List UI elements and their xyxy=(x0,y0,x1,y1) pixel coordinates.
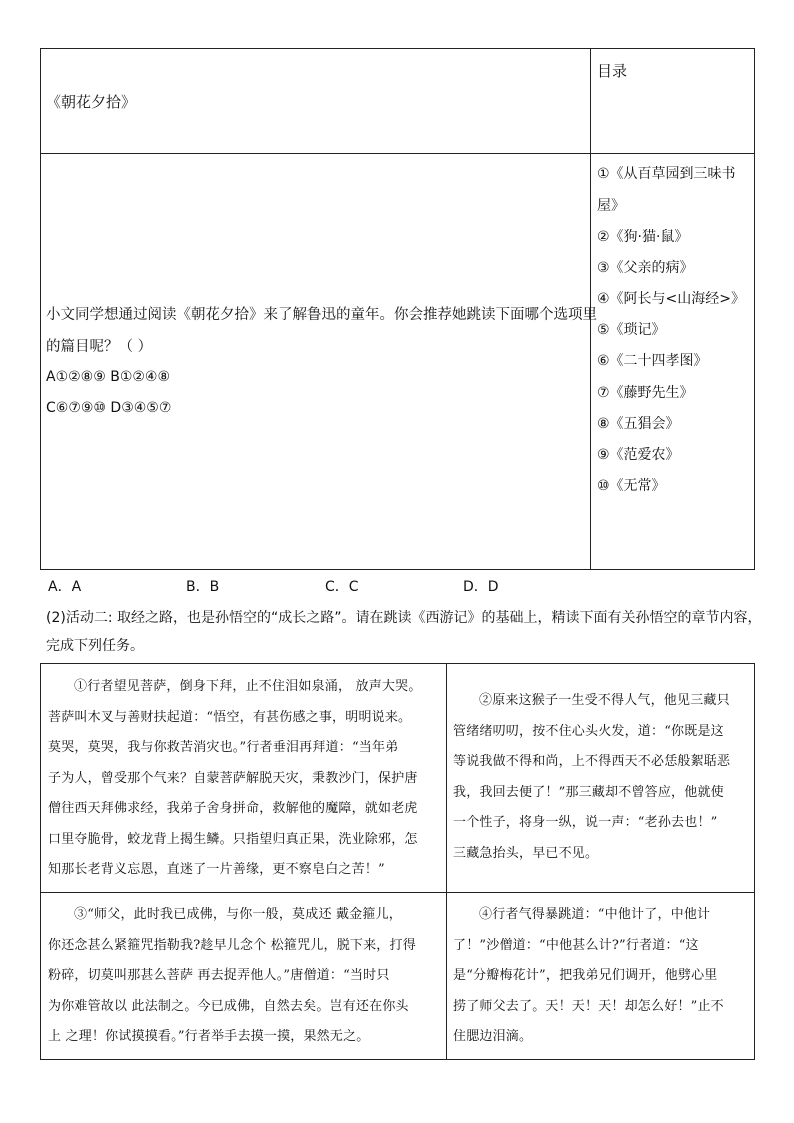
choice-c[interactable]: C．C xyxy=(325,579,359,595)
passage-3 xyxy=(48,900,442,1053)
question-line-1: 小文同学想通过阅读《朝花夕拾》来了解鲁迅的童年。你会推荐她跳读下面哪个选项里 xyxy=(46,307,597,323)
passage-line: 管绪绪叨叨，按不住心头火发，道：“你既是这 xyxy=(453,723,724,739)
options-line-1: A①②⑧⑨ B①②④⑧ xyxy=(46,369,171,385)
book-title: 《朝花夕拾》 xyxy=(46,93,137,111)
toc-item: ⑩《无常》 xyxy=(597,478,666,494)
options-line-2: C⑥⑦⑨⑩ D③④⑤⑦ xyxy=(46,400,172,416)
toc-item: 屋》 xyxy=(597,198,625,214)
passage-line: 为你难管故以 此法制之。今已成佛，自然去矣。岂有还在你头 xyxy=(48,998,409,1014)
toc-item: ④《阿长与<山海经>》 xyxy=(597,291,746,307)
passage-line: 我，我回去便了！”那三藏却不曾答应，他就使 xyxy=(453,784,724,800)
choice-a[interactable]: A．A xyxy=(48,579,82,595)
toc-item: ⑦《藤野先生》 xyxy=(597,385,694,401)
passage-2 xyxy=(453,686,751,869)
activity-line-2: 完成下列任务。 xyxy=(46,638,144,654)
passage-line: 等说我做不得和尚，上不得西天不必恁般絮聒恶 xyxy=(453,754,731,769)
passage-line: 菩萨叫木叉与善财扶起道：“悟空，有甚伤感之事，明明说来。 xyxy=(48,709,412,725)
passage-4 xyxy=(453,900,751,1053)
toc-item: ⑨《范爱农》 xyxy=(597,447,680,463)
passage-line: 捞了师父去了。天！天！天！却怎么好！”止不 xyxy=(453,998,724,1014)
choice-b[interactable]: B．B xyxy=(186,579,220,595)
passage-line: 莫哭，莫哭，我与你救苦消灾也。”行者垂泪再拜道：“当年弟 xyxy=(48,740,399,755)
passage-line: 子为人，曾受那个气来？自蒙菩萨解脱天灾，秉教沙门，保护唐 xyxy=(48,770,418,786)
passage-line: 僧往西天拜佛求经，我弟子舍身拼命，救解他的魔障，就如老虎 xyxy=(48,801,418,816)
passage-1 xyxy=(48,672,442,886)
passage-line: ③“师父，此时我已成佛，与你一般，莫成还 戴金箍儿， xyxy=(74,907,402,922)
toc-header: 目录 xyxy=(597,62,628,80)
passage-line: 粉碎，切莫叫那甚么菩萨 再去捉弄他人。”唐僧道：“当时只 xyxy=(48,968,390,983)
passage-line: 是“分瓣梅花计”，把我弟兄们调开，他劈心里 xyxy=(453,968,718,983)
passage-line: 知那长老背义忘恩，直迷了一片善缘，更不察皂白之苦！” xyxy=(48,862,385,877)
passage-line: 一个性子，将身一纵，说一声：“老孙去也！” xyxy=(453,815,718,830)
passage-line: 三藏急抬头，早已不见。 xyxy=(453,845,599,861)
passage-line: 上 之理！你试摸摸看。”行者举手去摸一摸，果然无之。 xyxy=(48,1029,370,1044)
choice-d[interactable]: D．D xyxy=(463,579,499,595)
passage-line: 住腮边泪滴。 xyxy=(453,1029,533,1044)
activity-line-1: (2)活动二: 取经之路，也是孙悟空的“成长之路”。请在跳读《西游记》的基础上，精读下面有关孙悟空的章节内容， xyxy=(46,610,762,626)
passage-line: 你还念甚么紧箍咒指勒我?趁早儿念个 松箍咒儿，脱下来，打得 xyxy=(48,937,416,953)
passage-line: ①行者望见菩萨，倒身下拜，止不住泪如泉涌， 放声大哭。 xyxy=(74,679,422,694)
passage-line: ④行者气得暴跳道：“中他计了，中他计 xyxy=(479,907,711,922)
passage-line: 了！”沙僧道：“中他甚么计?”行者道：“这 xyxy=(453,937,699,953)
toc-item: ⑥《二十四孝图》 xyxy=(597,353,708,369)
toc-item: ⑤《琐记》 xyxy=(597,322,666,338)
toc-item: ③《父亲的病》 xyxy=(597,260,694,276)
toc-item: ①《从百草园到三味书 xyxy=(597,166,736,182)
passage-line: 口里夺脆骨，蛟龙背上揭生鳞。只指望归真正果，洗业除邪，怎 xyxy=(48,831,418,847)
toc-item: ②《狗·猫·鼠》 xyxy=(597,229,689,245)
passage-line: ②原来这猴子一生受不得人气，他见三藏只 xyxy=(479,693,730,708)
question-line-2: 的篇目呢？（ ） xyxy=(46,339,153,355)
toc-item: ⑧《五猖会》 xyxy=(597,416,680,432)
